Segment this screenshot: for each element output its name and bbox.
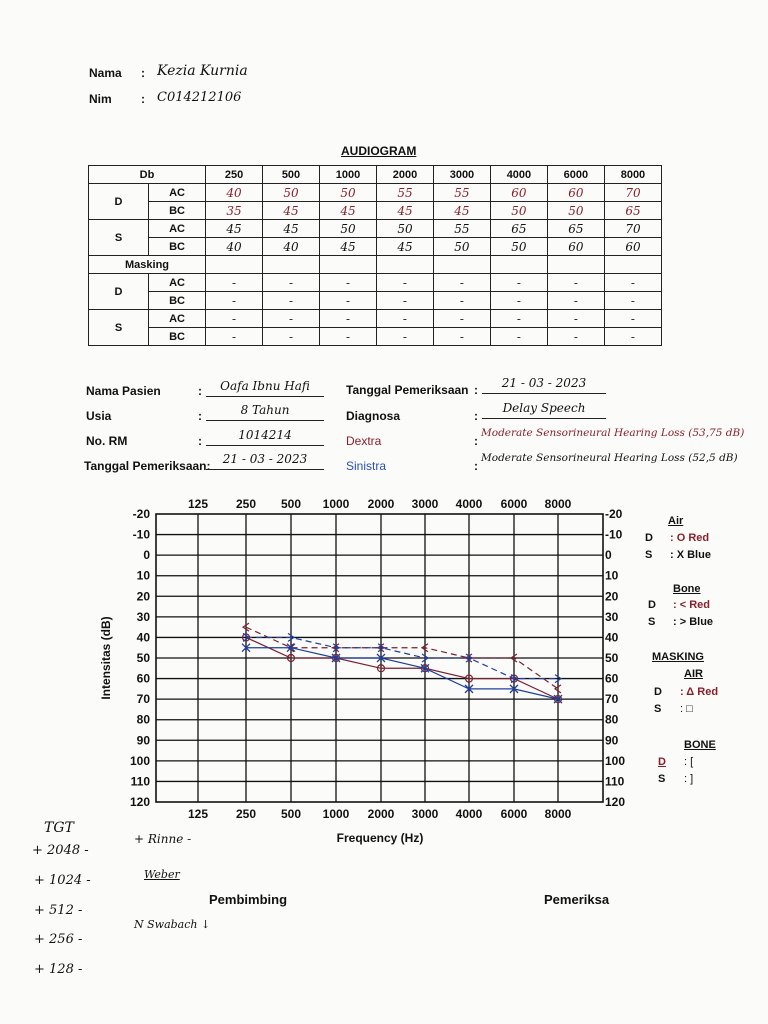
value-cell: - (206, 274, 263, 292)
y-tick-label-right: -10 (605, 527, 623, 542)
x-tick-label-bottom: 8000 (544, 807, 572, 821)
legend-masking-bone-s-value: : ] (684, 773, 694, 785)
patient-name-value: Oafa Ibnu Hafi (206, 379, 324, 397)
value-cell: - (604, 274, 661, 292)
supervisor-label: Pembimbing (209, 892, 288, 907)
value-cell: 55 (376, 184, 433, 202)
legend-bone-d-value: : < Red (673, 599, 710, 611)
value-cell: 45 (319, 202, 376, 220)
y-tick-label-right: 70 (605, 692, 619, 707)
db-header: Db (89, 166, 206, 184)
value-cell: - (490, 274, 547, 292)
dextra-colon: : (474, 434, 478, 448)
value-cell: - (263, 328, 320, 346)
side-cell: S (89, 310, 149, 346)
frequency-header: 2000 (376, 166, 433, 184)
value-cell: 60 (547, 238, 604, 256)
legend-masking-air-d-value: : Δ Red (680, 686, 719, 698)
value-cell: 60 (490, 184, 547, 202)
value-cell: 45 (376, 202, 433, 220)
value-cell: 65 (490, 220, 547, 238)
value-cell: - (206, 310, 263, 328)
legend-bone-s-value: : > Blue (673, 616, 714, 628)
side-cell: D (89, 184, 149, 220)
y-tick-label: 30 (136, 609, 150, 624)
value-cell: - (547, 274, 604, 292)
legend-masking-title: MASKING (652, 651, 704, 663)
side-cell: D (89, 274, 149, 310)
x-tick-label-top: 125 (187, 497, 209, 511)
legend-air-d: D (645, 532, 653, 544)
y-tick-label-right: 0 (605, 548, 612, 563)
patient-name-label: Nama Pasien (86, 384, 161, 398)
rm-value: 1014214 (206, 428, 324, 446)
x-tick-label-bottom: 250 (235, 807, 257, 821)
schwabach-note: N Swabach ↓ (134, 918, 211, 931)
value-cell: 45 (263, 202, 320, 220)
y-tick-label: -10 (132, 527, 150, 542)
legend-masking-bone-title: BONE (684, 739, 716, 751)
y-tick-label: 100 (129, 753, 150, 768)
y-tick-label: 110 (130, 774, 150, 789)
y-tick-label: 50 (136, 651, 150, 665)
y-tick-label: 10 (136, 568, 150, 583)
value-cell: - (547, 310, 604, 328)
y-tick-label-right: 50 (605, 651, 619, 665)
empty-cell (547, 256, 604, 274)
value-cell: 50 (263, 184, 320, 202)
audiogram-chart (90, 488, 665, 848)
empty-cell (263, 256, 320, 274)
y-tick-label: 0 (143, 548, 150, 563)
type-cell: BC (149, 292, 206, 310)
legend-masking-air-title: AIR (684, 668, 703, 680)
legend-masking-bone-s: S (658, 773, 666, 785)
value-cell: 70 (604, 220, 661, 238)
y-tick-label: -20 (132, 507, 150, 521)
value-cell: - (376, 328, 433, 346)
value-cell: 60 (547, 184, 604, 202)
nim-value: C014212106 (157, 90, 242, 105)
value-cell: 40 (206, 184, 263, 202)
legend-masking-air-s-value: : □ (680, 703, 693, 715)
y-tick-label-right: 120 (605, 795, 626, 809)
y-tick-label-right: 10 (605, 568, 619, 583)
nim-colon: : (141, 92, 145, 106)
tgt-item: + 1024 - (34, 873, 91, 888)
patient-name-colon: : (198, 384, 202, 398)
value-cell: 60 (604, 238, 661, 256)
x-tick-label-top: 6000 (500, 497, 528, 511)
value-cell: 35 (206, 202, 263, 220)
value-cell: - (319, 292, 376, 310)
value-cell: 40 (206, 238, 263, 256)
y-tick-label: 70 (136, 692, 150, 707)
value-cell: 45 (206, 220, 263, 238)
y-tick-label-right: 110 (605, 774, 625, 789)
value-cell: 70 (604, 184, 661, 202)
type-cell: BC (149, 202, 206, 220)
value-cell: - (604, 292, 661, 310)
name-label: Nama (89, 66, 122, 80)
age-colon: : (198, 409, 202, 423)
value-cell: - (433, 292, 490, 310)
value-cell: 50 (547, 202, 604, 220)
x-tick-label-bottom: 3000 (411, 807, 439, 821)
y-tick-label-right: 100 (605, 753, 626, 768)
legend-masking-air-s: S (654, 703, 662, 715)
x-tick-label-bottom: 125 (187, 807, 209, 821)
frequency-header: 4000 (490, 166, 547, 184)
age-value: 8 Tahun (206, 403, 324, 421)
empty-cell (433, 256, 490, 274)
y-tick-label-right: 40 (605, 630, 619, 645)
value-cell: - (263, 292, 320, 310)
diagnosis-colon: : (474, 409, 478, 423)
value-cell: - (319, 274, 376, 292)
exam-date2-label: Tanggal Pemeriksaan (346, 383, 469, 397)
empty-cell (206, 256, 263, 274)
value-cell: - (604, 310, 661, 328)
age-label: Usia (86, 409, 112, 423)
legend-bone-s: S (648, 616, 656, 628)
name-colon: : (141, 66, 145, 80)
y-tick-label: 20 (136, 589, 150, 604)
sinistra-colon: : (474, 459, 478, 473)
x-tick-label-top: 4000 (455, 497, 483, 511)
value-cell: - (376, 274, 433, 292)
frequency-header: 8000 (604, 166, 661, 184)
value-cell: - (490, 328, 547, 346)
value-cell: - (319, 328, 376, 346)
legend-air-s: S (645, 549, 653, 561)
value-cell: - (433, 310, 490, 328)
value-cell: - (263, 310, 320, 328)
x-tick-label-top: 500 (280, 497, 302, 511)
legend-masking-bone-d: D (658, 756, 666, 768)
value-cell: 65 (547, 220, 604, 238)
y-tick-label: 60 (136, 671, 150, 686)
legend-air-d-value: : O Red (670, 532, 710, 544)
legend-bone-d: D (648, 599, 656, 611)
legend-bone-title: Bone (673, 583, 701, 595)
exam-date-value: 21 - 03 - 2023 (206, 452, 324, 470)
sinistra-value: Moderate Sensorineural Hearing Loss (52,5 dB) (481, 452, 738, 464)
value-cell: - (490, 292, 547, 310)
rm-label: No. RM (86, 434, 128, 448)
x-tick-label-top: 8000 (544, 497, 572, 511)
dextra-value: Moderate Sensorineural Hearing Loss (53,75 dB) (481, 427, 745, 439)
value-cell: - (547, 328, 604, 346)
legend-masking-bone-d-value: : [ (684, 756, 694, 768)
x-tick-label-top: 3000 (411, 497, 439, 511)
exam-date2-value: 21 - 03 - 2023 (482, 376, 606, 394)
x-tick-label-bottom: 1000 (322, 807, 350, 821)
rm-colon: : (198, 434, 202, 448)
value-cell: - (433, 274, 490, 292)
frequency-header: 3000 (433, 166, 490, 184)
weber-note: Weber (144, 868, 180, 881)
name-value: Kezia Kurnia (157, 63, 248, 79)
empty-cell (490, 256, 547, 274)
sinistra-label: Sinistra (346, 459, 387, 473)
tgt-item: + 128 - (34, 962, 83, 977)
value-cell: 55 (433, 220, 490, 238)
y-tick-label-right: 60 (605, 671, 619, 686)
x-axis-label: Frequency (Hz) (336, 831, 424, 845)
value-cell: 45 (433, 202, 490, 220)
y-tick-label-right: 20 (605, 589, 619, 604)
value-cell: 50 (490, 202, 547, 220)
masking-header: Masking (89, 256, 206, 274)
value-cell: 50 (433, 238, 490, 256)
dextra-label: Dextra (346, 434, 382, 448)
value-cell: - (490, 310, 547, 328)
legend-masking-air-d: D (654, 686, 662, 698)
value-cell: 45 (319, 238, 376, 256)
legend-air-s-value: : X Blue (670, 549, 711, 561)
y-tick-label-right: 80 (605, 712, 619, 727)
examiner-label: Pemeriksa (544, 892, 610, 907)
value-cell: - (433, 328, 490, 346)
rinne-note: + Rinne - (134, 832, 192, 846)
x-tick-label-bottom: 6000 (500, 807, 528, 821)
y-tick-label-right: 90 (605, 733, 619, 748)
value-cell: 45 (263, 220, 320, 238)
x-tick-label-top: 1000 (322, 497, 350, 511)
value-cell: 50 (319, 184, 376, 202)
exam-date2-colon: : (474, 383, 478, 397)
y-axis-label: Intensitas (dB) (99, 616, 113, 700)
y-tick-label-right: 30 (605, 609, 619, 624)
value-cell: - (263, 274, 320, 292)
frequency-header: 1000 (319, 166, 376, 184)
type-cell: AC (149, 274, 206, 292)
type-cell: AC (149, 220, 206, 238)
audiogram-title: AUDIOGRAM (341, 144, 417, 158)
tgt-item: + 2048 - (32, 843, 89, 858)
x-tick-label-bottom: 500 (280, 807, 302, 821)
value-cell: 65 (604, 202, 661, 220)
value-cell: - (206, 292, 263, 310)
type-cell: BC (149, 328, 206, 346)
side-cell: S (89, 220, 149, 256)
frequency-header: 250 (206, 166, 263, 184)
y-tick-label: 120 (129, 795, 150, 809)
value-cell: 45 (376, 238, 433, 256)
tgt-item: + 256 - (34, 932, 83, 947)
empty-cell (604, 256, 661, 274)
exam-date-label: Tanggal Pemeriksaan: (84, 459, 211, 473)
tgt-title: TGT (44, 820, 74, 836)
value-cell: 55 (433, 184, 490, 202)
value-cell: - (376, 292, 433, 310)
value-cell: - (547, 292, 604, 310)
value-cell: - (319, 310, 376, 328)
diagnosis-label: Diagnosa (346, 409, 401, 423)
value-cell: 40 (263, 238, 320, 256)
frequency-header: 500 (263, 166, 320, 184)
type-cell: AC (149, 184, 206, 202)
x-tick-label-top: 2000 (367, 497, 395, 511)
x-tick-label-bottom: 4000 (455, 807, 483, 821)
y-tick-label-right: -20 (605, 507, 623, 521)
empty-cell (319, 256, 376, 274)
nim-label: Nim (89, 92, 112, 106)
value-cell: 50 (490, 238, 547, 256)
value-cell: - (206, 328, 263, 346)
value-cell: 50 (319, 220, 376, 238)
x-tick-label-bottom: 2000 (367, 807, 395, 821)
empty-cell (376, 256, 433, 274)
x-tick-label-top: 250 (235, 497, 257, 511)
legend-air-title: Air (668, 515, 684, 527)
type-cell: BC (149, 238, 206, 256)
y-tick-label: 80 (136, 712, 150, 727)
value-cell: - (604, 328, 661, 346)
value-cell: - (376, 310, 433, 328)
audiogram-table (88, 165, 662, 346)
frequency-header: 6000 (547, 166, 604, 184)
diagnosis-value: Delay Speech (482, 401, 606, 419)
tgt-item: + 512 - (34, 903, 83, 918)
value-cell: 50 (376, 220, 433, 238)
y-tick-label: 90 (136, 733, 150, 748)
type-cell: AC (149, 310, 206, 328)
y-tick-label: 40 (136, 630, 150, 645)
